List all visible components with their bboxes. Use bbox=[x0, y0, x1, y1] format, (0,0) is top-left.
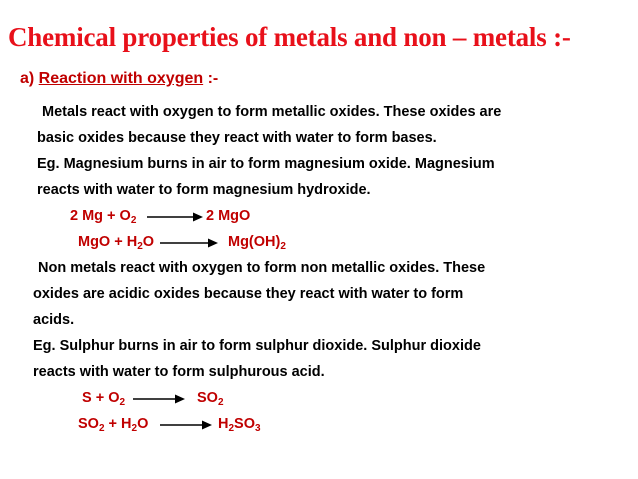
equation-mg-o2-reactants: 2 $Mg + O_2$ bbox=[70, 208, 137, 226]
reaction-arrow bbox=[147, 210, 203, 224]
metals-line-2: basic oxides because they react with water to form bases. bbox=[37, 130, 437, 146]
reaction-arrow bbox=[160, 418, 212, 432]
metals-line-1: Metals react with oxygen to form metallic oxides. These oxides are bbox=[42, 104, 502, 120]
equation-mgo-h2o-products: $Mg(OH)_2$ bbox=[228, 234, 286, 252]
equation-mg-o2-products: 2 MgO bbox=[206, 208, 251, 224]
equation-s-o2-reactants: $S + O_2$ bbox=[82, 390, 126, 408]
equation-so2-h2o-products: $H_2SO_3$ bbox=[218, 416, 261, 434]
slide-title: Chemical properties of metals and non – metals :- bbox=[8, 22, 571, 52]
equation-mgo-h2o-reactants: MgO + $H_2O$ bbox=[78, 234, 155, 252]
section-label: Reaction with oxygen bbox=[38, 70, 204, 87]
reaction-arrow bbox=[160, 236, 218, 250]
nonmetals-line-2: oxides are acidic oxides because they react with water to form bbox=[33, 286, 464, 302]
nonmetals-line-3: acids. bbox=[33, 312, 75, 328]
nonmetals-line-4: Eg. Sulphur burns in air to form sulphur dioxide. Sulphur dioxide bbox=[33, 338, 481, 354]
metals-line-3: Eg. Magnesium burns in air to form magnesium oxide. Magnesium bbox=[37, 156, 495, 172]
equation-s-o2-products: $SO_2$ bbox=[197, 390, 224, 408]
section-heading bbox=[20, 70, 218, 88]
section-prefix: a) bbox=[20, 70, 39, 87]
reaction-arrow bbox=[133, 392, 185, 406]
nonmetals-line-5: reacts with water to form sulphurous acid. bbox=[33, 364, 325, 380]
metals-line-4: reacts with water to form magnesium hydroxide. bbox=[37, 182, 371, 198]
equation-so2-h2o-reactants: $SO_2 + H_2O$ bbox=[78, 416, 149, 434]
section-suffix: :- bbox=[203, 70, 219, 87]
nonmetals-line-1: Non metals react with oxygen to form non metallic oxides. These bbox=[38, 260, 486, 276]
